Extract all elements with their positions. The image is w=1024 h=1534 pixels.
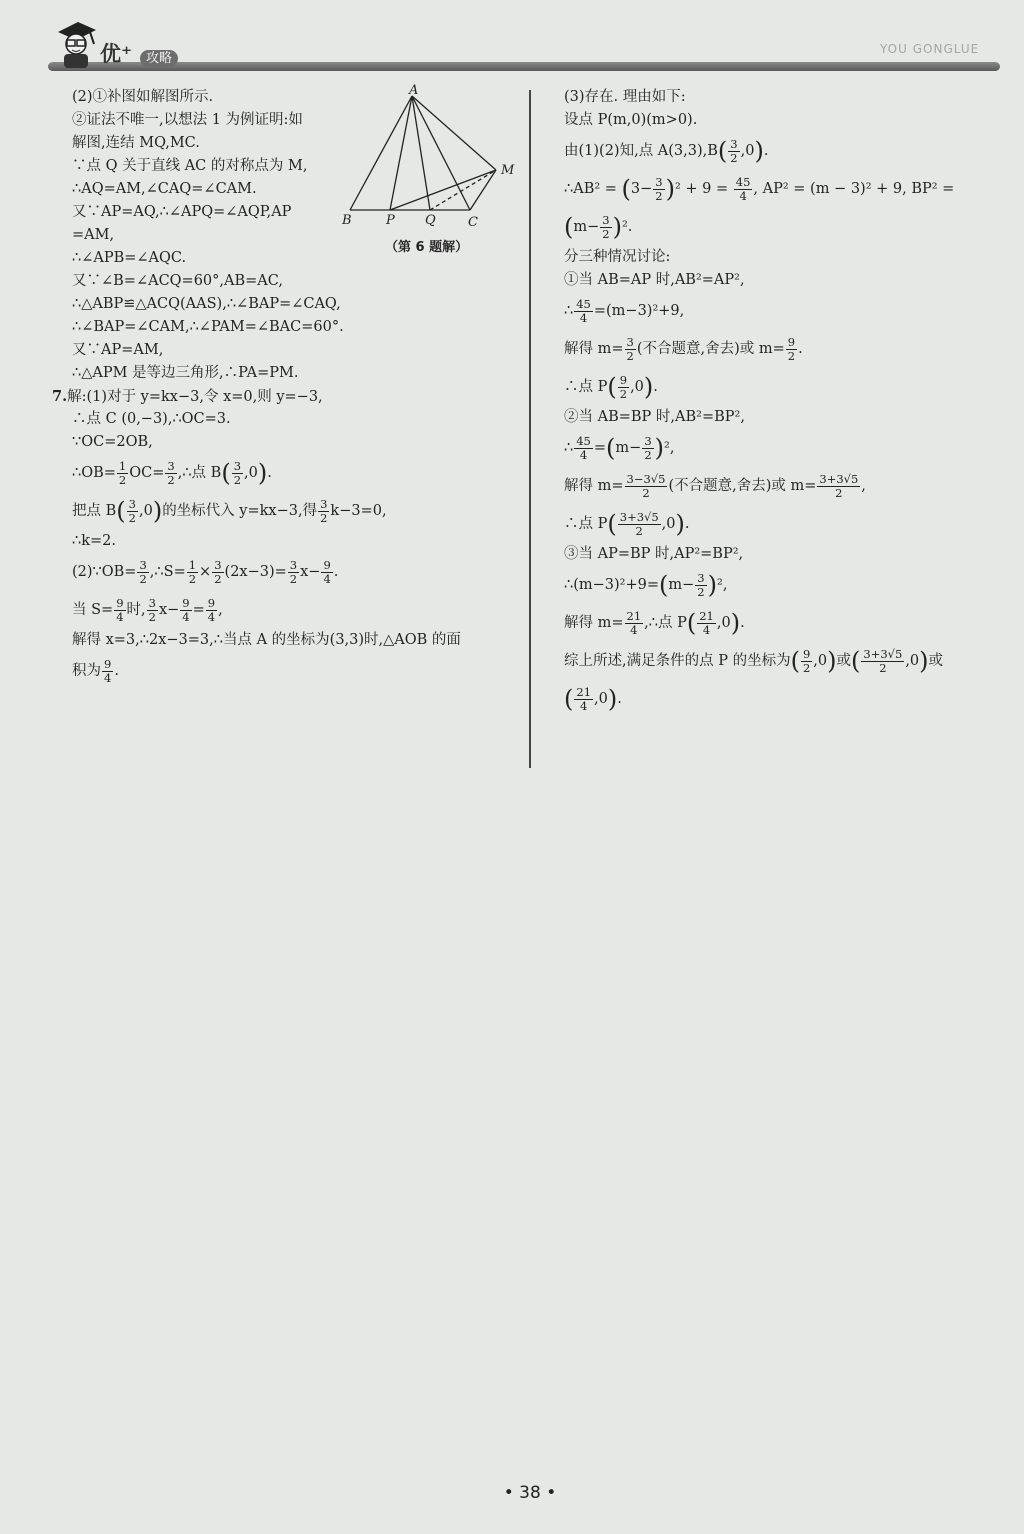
fraction: $\frac{3}{2}$ <box>148 595 156 624</box>
fraction: $\frac{45}{4}$ <box>576 433 591 462</box>
text-line: (m− $\frac{3}{2}$ )². <box>564 212 633 241</box>
fraction: $\frac{9}{4}$ <box>182 595 190 624</box>
fraction: $\frac{9}{4}$ <box>207 595 216 624</box>
text-line: ∴AQ=AM,∠CAQ=∠CAM. <box>72 181 257 197</box>
fraction: $\frac{45}{4}$ <box>735 174 751 203</box>
page-header <box>0 0 1024 80</box>
fraction: $\frac{9}{2}$ <box>619 372 628 401</box>
text-line: (2)∵OB= $\frac{3}{2}$ ,∴S= $\frac{1}{2}$ × $\frac{3}{2}$ (2x−3)= $\frac{3}{2}$ x− $\frac{9}{4}$ . <box>72 557 339 586</box>
fraction: $\frac{3}{2}$ <box>697 570 705 599</box>
text-line: ∴OB= $\frac{1}{2}$ OC= $\frac{3}{2}$ ,∴点 B( $\frac{3}{2}$ ,0). <box>72 458 272 487</box>
text-line: 把点 B( $\frac{3}{2}$ ,0)的坐标代入 y=kx−3,得 $\frac{3}{2}$ k−3=0, <box>72 496 387 525</box>
fraction: $\frac{9}{4}$ <box>116 595 124 624</box>
right-column <box>564 86 1014 718</box>
fraction: $\frac{9}{2}$ <box>802 646 811 675</box>
text-line: 解得 m= $\frac{3}{2}$ (不合题意,舍去)或 m= $\frac{9}{2}$ . <box>564 334 803 363</box>
text-line: 分三种情况讨论: <box>564 249 671 265</box>
fraction: $\frac{3}{2}$ <box>602 212 610 241</box>
text-line: ∴∠BAP=∠CAM,∴∠PAM=∠BAC=60°. <box>72 319 344 335</box>
text-line: ∴△APM 是等边三角形,∴PA=PM. <box>72 365 299 381</box>
fraction: $\frac{9}{4}$ <box>104 656 112 685</box>
figure-caption: （第 6 题解） <box>385 240 469 255</box>
text-line: ∴点 P( $\frac{3+3√5}{2}$ ,0). <box>564 509 690 538</box>
fraction: $\frac{21}{4}$ <box>576 684 592 713</box>
text-line: ∴(m−3)²+9=(m− $\frac{3}{2}$ )², <box>564 570 728 599</box>
text-line: 又∵∠B=∠ACQ=60°,AB=AC, <box>72 273 283 289</box>
fraction: $\frac{3+3√5}{2}$ <box>619 509 659 538</box>
mascot-icon <box>52 20 98 70</box>
text-line: ∴△ABP≌△ACQ(AAS),∴∠BAP=∠CAQ, <box>72 296 341 312</box>
fraction: $\frac{3}{2}$ <box>167 458 175 487</box>
fraction: $\frac{3+3√5}{2}$ <box>819 471 859 500</box>
fraction: $\frac{3}{2}$ <box>128 496 136 525</box>
fraction: $\frac{3}{2}$ <box>320 496 328 525</box>
text-line: 又∵AP=AQ,∴∠APQ=∠AQP,AP <box>72 204 292 220</box>
fraction: $\frac{21}{4}$ <box>626 608 642 637</box>
text-line: 7.解:(1)对于 y=kx−3,令 x=0,则 y=−3, <box>52 388 323 405</box>
column-divider <box>529 90 531 768</box>
text-line: ∴∠APB=∠AQC. <box>72 250 187 266</box>
fraction: $\frac{1}{2}$ <box>188 557 197 586</box>
text-line: ( $\frac{21}{4}$ ,0). <box>564 684 622 713</box>
logo-sub: 攻略 <box>140 50 178 67</box>
header-bar <box>48 62 1000 71</box>
fraction: $\frac{3}{2}$ <box>139 557 147 586</box>
text-line: ③当 AP=BP 时,AP²=BP², <box>564 546 744 562</box>
text-line: (3)存在. 理由如下: <box>564 89 686 105</box>
text-line: 解图,连结 MQ,MC. <box>72 135 200 151</box>
fraction: $\frac{3}{2}$ <box>626 334 634 363</box>
text-line: ∴ $\frac{45}{4}$ =(m−3)²+9, <box>564 296 685 325</box>
text-line: 又∵AP=AM, <box>72 342 164 358</box>
text-line: ∴点 C (0,−3),∴OC=3. <box>72 411 231 427</box>
text-line: 设点 P(m,0)(m>0). <box>564 112 698 128</box>
text-line: 积为 $\frac{9}{4}$ . <box>72 656 119 685</box>
text-line: ∴AB² = (3− $\frac{3}{2}$ )² + 9 = $\frac{45}{4}$ , AP² = (m − 3)² + 9, BP² = <box>564 174 955 203</box>
brand-text: YOU GONGLUE <box>880 42 980 56</box>
fraction: $\frac{9}{2}$ <box>787 334 796 363</box>
text-line: ①当 AB=AP 时,AB²=AP², <box>564 272 745 288</box>
text-line: ∵点 Q 关于直线 AC 的对称点为 M, <box>72 158 308 174</box>
fraction: $\frac{3}{2}$ <box>289 557 298 586</box>
text-line: ∴k=2. <box>72 533 116 549</box>
text-line: ∴ $\frac{45}{4}$ =(m− $\frac{3}{2}$ )², <box>564 433 675 462</box>
fraction: $\frac{3+3√5}{2}$ <box>863 646 903 675</box>
text-line: ②证法不唯一,以想法 1 为例证明:如 <box>72 112 303 128</box>
fig-label-b: B <box>342 213 352 228</box>
text-line: 综上所述,满足条件的点 P 的坐标为( $\frac{9}{2}$ ,0)或( $\frac{3+3√5}{2}$ ,0)或 <box>564 646 944 675</box>
fig-label-a: A <box>409 84 419 98</box>
question-number: 7. <box>52 388 68 405</box>
text-line: 由(1)(2)知,点 A(3,3),B( $\frac{3}{2}$ ,0). <box>564 136 769 165</box>
fig-label-m: M <box>501 163 515 178</box>
fraction: $\frac{45}{4}$ <box>576 296 591 325</box>
fraction: $\frac{3}{2}$ <box>233 458 242 487</box>
text-line: ∵OC=2OB, <box>72 434 153 450</box>
logo-main: 优⁺ <box>100 42 133 66</box>
text-line: (2)①补图如解图所示. <box>72 89 214 105</box>
fraction: $\frac{3}{2}$ <box>644 433 652 462</box>
fraction: $\frac{3-3√5}{2}$ <box>626 471 666 500</box>
fraction: $\frac{21}{4}$ <box>699 608 714 637</box>
fig-label-c: C <box>468 215 478 230</box>
fraction: $\frac{9}{4}$ <box>323 557 331 586</box>
fraction: $\frac{3}{2}$ <box>214 557 222 586</box>
text-line: ∴点 P( $\frac{9}{2}$ ,0). <box>564 372 658 401</box>
text-line: 解得 x=3,∴2x−3=3,∴当点 A 的坐标为(3,3)时,△AOB 的面 <box>72 632 461 648</box>
text-line: =AM, <box>72 227 115 243</box>
fig-label-q: Q <box>425 213 436 228</box>
text-line: ②当 AB=BP 时,AB²=BP², <box>564 409 745 425</box>
text-line: 当 S= $\frac{9}{4}$ 时, $\frac{3}{2}$ x− $\frac{9}{4}$ = $\frac{9}{4}$ , <box>72 595 223 624</box>
text-line: 解得 m= $\frac{21}{4}$ ,∴点 P( $\frac{21}{4}$ ,0). <box>564 608 745 637</box>
fig-label-p: P <box>386 213 395 228</box>
fraction: $\frac{3}{2}$ <box>655 174 663 203</box>
left-column <box>52 86 522 690</box>
page-number: • 38 • <box>503 1483 557 1503</box>
fraction: $\frac{3}{2}$ <box>730 136 738 165</box>
text-line: 解得 m= $\frac{3-3√5}{2}$ (不合题意,舍去)或 m= $\frac{3+3√5}{2}$ , <box>564 471 866 500</box>
fraction: $\frac{1}{2}$ <box>118 458 127 487</box>
